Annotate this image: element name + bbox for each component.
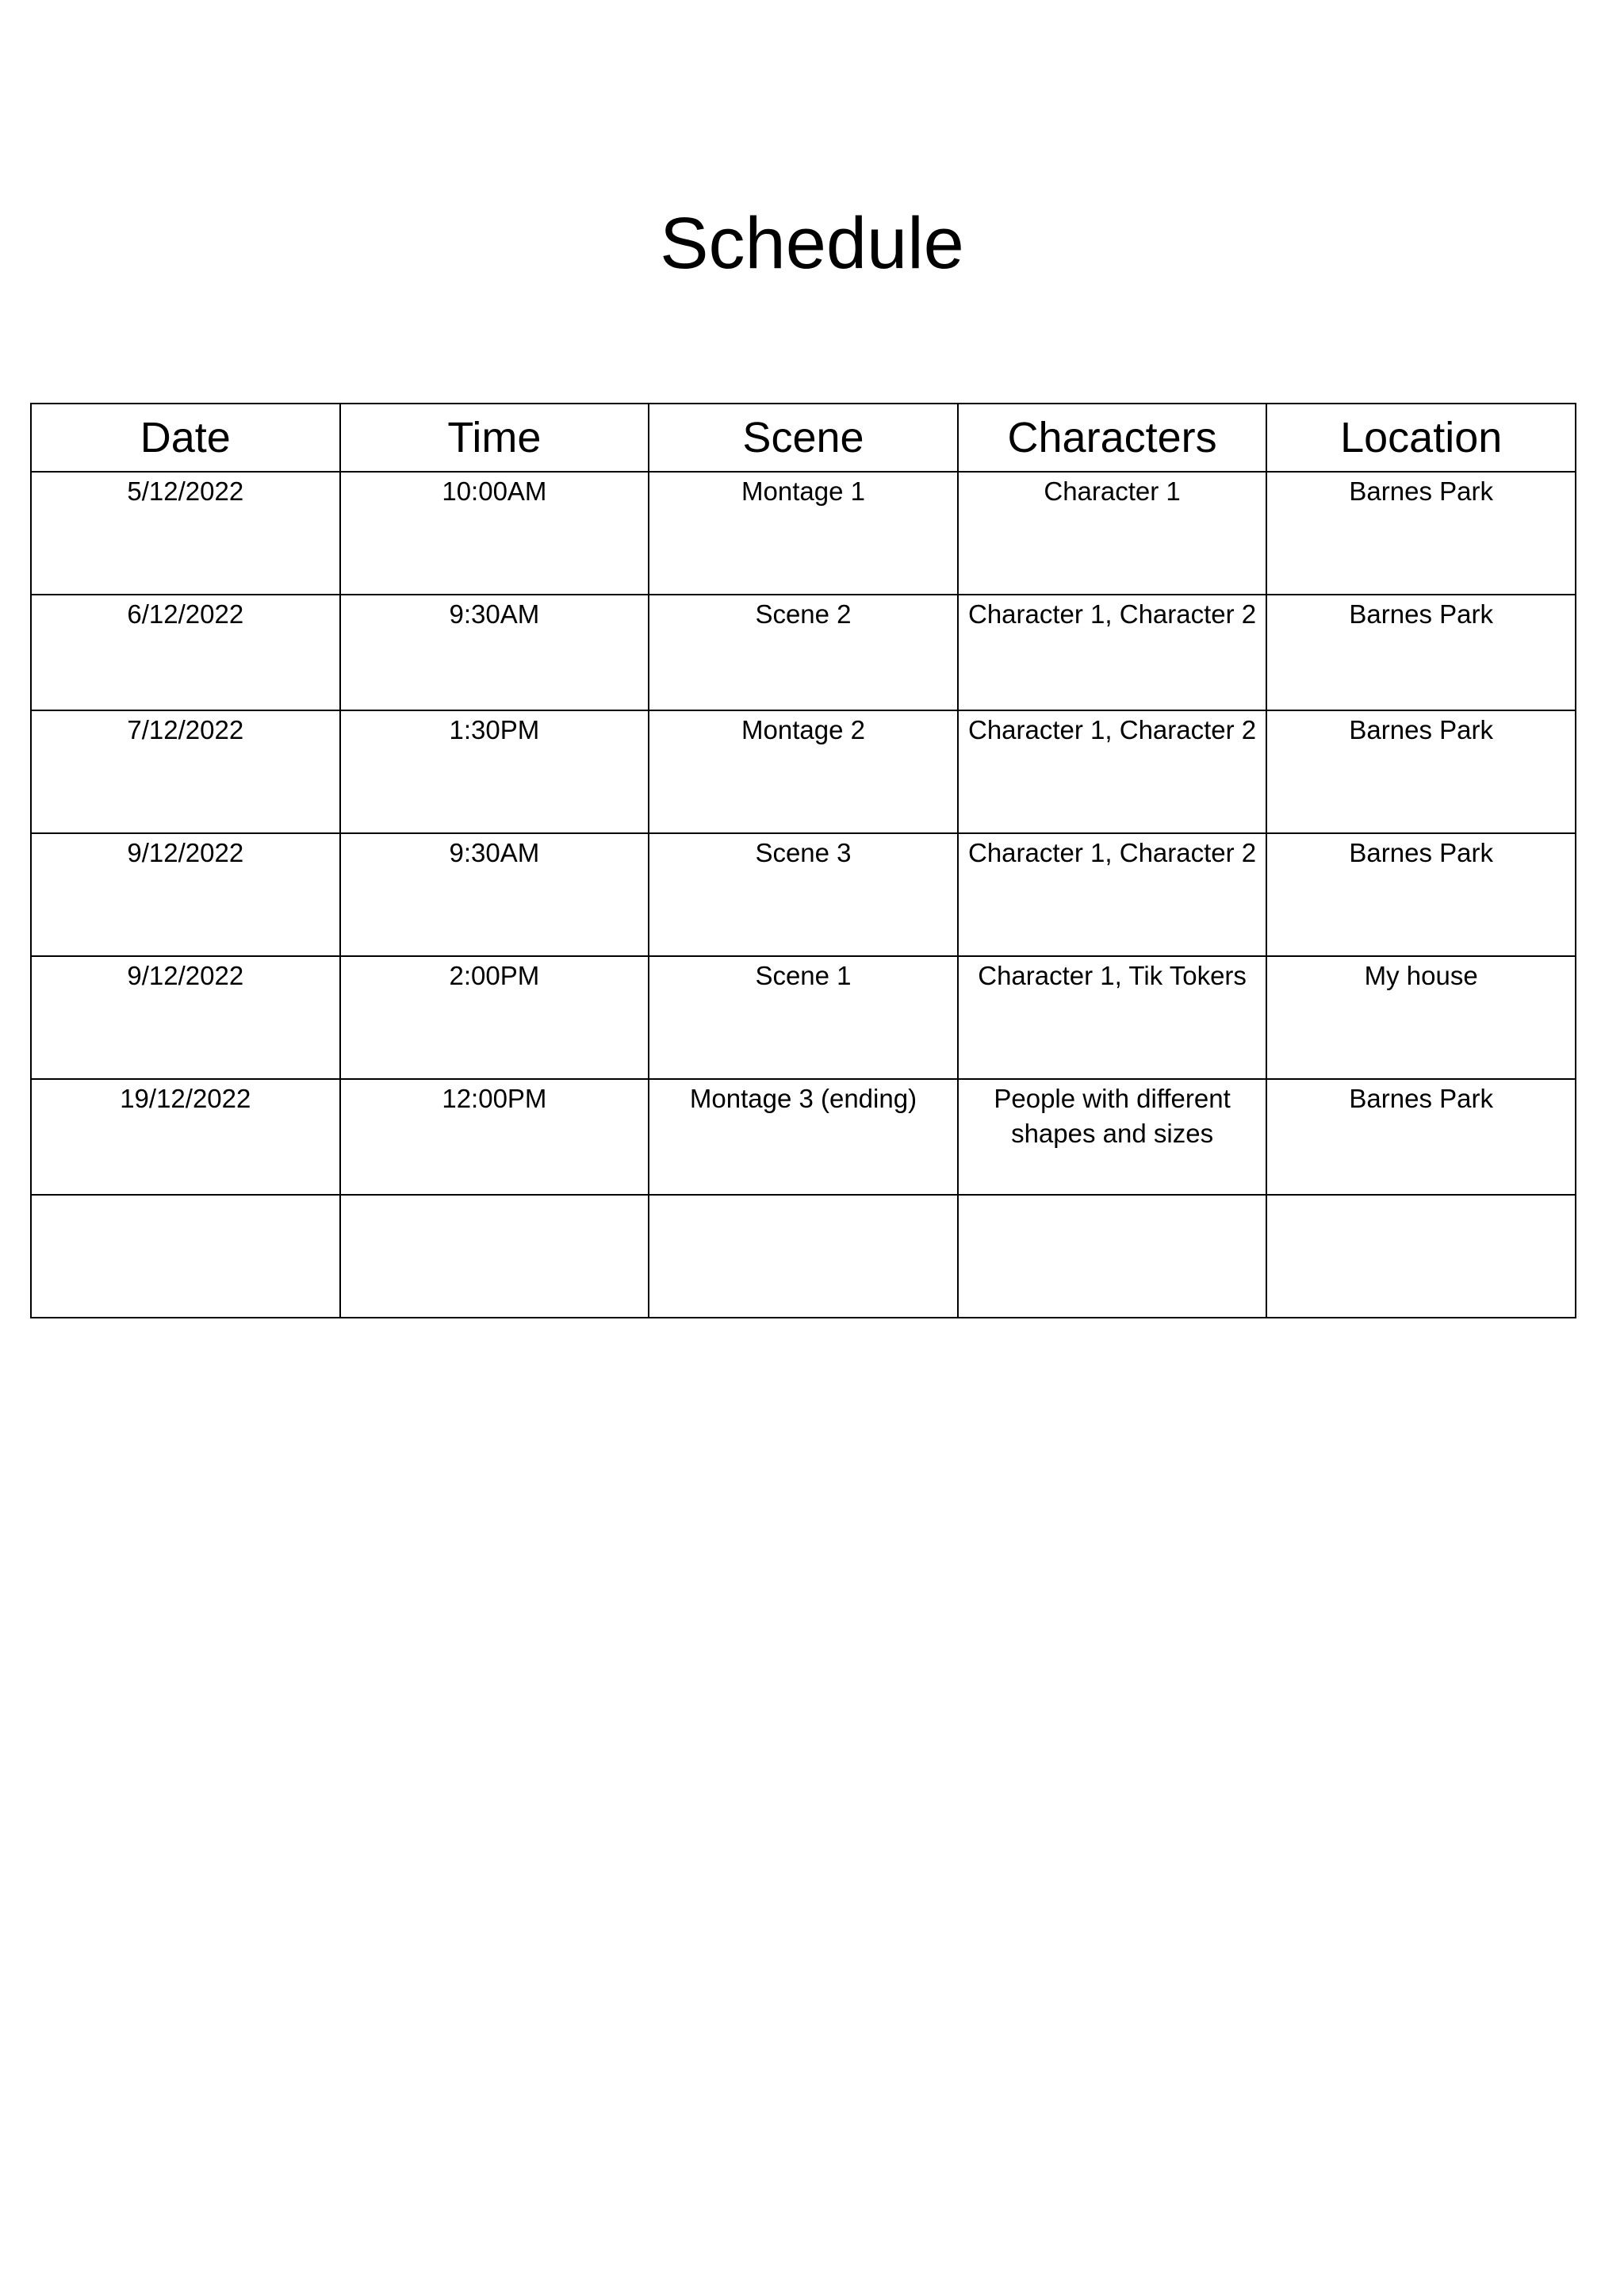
cell-characters — [958, 1195, 1267, 1318]
cell-characters: Character 1, Tik Tokers — [958, 956, 1267, 1079]
table-row — [31, 833, 1576, 956]
column-header-characters: Characters — [958, 404, 1267, 472]
cell-scene: Montage 3 (ending) — [649, 1079, 958, 1195]
schedule-table — [30, 403, 1576, 1318]
cell-time: 9:30AM — [340, 595, 649, 710]
table-row — [31, 1195, 1576, 1318]
cell-date: 7/12/2022 — [31, 710, 340, 833]
cell-time: 10:00AM — [340, 472, 649, 595]
cell-scene: Scene 3 — [649, 833, 958, 956]
cell-scene: Scene 2 — [649, 595, 958, 710]
cell-characters: Character 1, Character 2 — [958, 833, 1267, 956]
cell-time: 12:00PM — [340, 1079, 649, 1195]
cell-date: 6/12/2022 — [31, 595, 340, 710]
cell-characters: People with different shapes and sizes — [958, 1079, 1267, 1195]
cell-scene: Montage 2 — [649, 710, 958, 833]
column-header-location: Location — [1266, 404, 1576, 472]
column-header-time: Time — [340, 404, 649, 472]
table-row — [31, 1079, 1576, 1195]
cell-scene — [649, 1195, 958, 1318]
cell-time: 2:00PM — [340, 956, 649, 1079]
column-header-date: Date — [31, 404, 340, 472]
page-title: Schedule — [660, 203, 964, 284]
cell-time: 1:30PM — [340, 710, 649, 833]
cell-scene: Montage 1 — [649, 472, 958, 595]
cell-characters: Character 1 — [958, 472, 1267, 595]
cell-characters: Character 1, Character 2 — [958, 710, 1267, 833]
cell-date: 9/12/2022 — [31, 833, 340, 956]
cell-date — [31, 1195, 340, 1318]
table-row — [31, 472, 1576, 595]
table-row — [31, 595, 1576, 710]
cell-location: Barnes Park — [1266, 1079, 1576, 1195]
cell-location: Barnes Park — [1266, 595, 1576, 710]
cell-location — [1266, 1195, 1576, 1318]
cell-date: 19/12/2022 — [31, 1079, 340, 1195]
table-header-row — [31, 404, 1576, 472]
cell-location: Barnes Park — [1266, 472, 1576, 595]
table-row — [31, 956, 1576, 1079]
cell-date: 5/12/2022 — [31, 472, 340, 595]
cell-location: Barnes Park — [1266, 833, 1576, 956]
cell-time: 9:30AM — [340, 833, 649, 956]
cell-location: My house — [1266, 956, 1576, 1079]
table-row — [31, 710, 1576, 833]
column-header-scene: Scene — [649, 404, 958, 472]
cell-time — [340, 1195, 649, 1318]
cell-characters: Character 1, Character 2 — [958, 595, 1267, 710]
cell-location: Barnes Park — [1266, 710, 1576, 833]
cell-scene: Scene 1 — [649, 956, 958, 1079]
cell-date: 9/12/2022 — [31, 956, 340, 1079]
